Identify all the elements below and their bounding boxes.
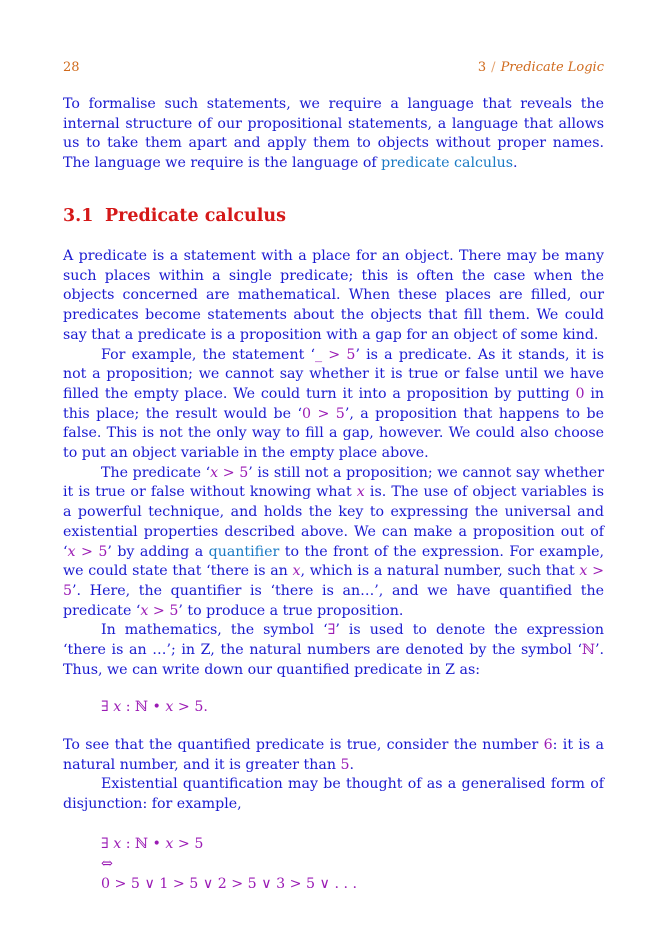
p3-var-1: x: [210, 464, 219, 481]
formula-line-3: 0 > 5 ∨ 1 > 5 ∨ 2 > 5 ∨ 3 > 5 ∨ . . .: [101, 876, 358, 892]
body-text: [63, 247, 604, 680]
formula-2-pred: > 5: [173, 836, 204, 852]
p3-text-8: ’ to produce a true proposition.: [178, 602, 404, 619]
term-quantifier: quantifier: [208, 543, 280, 560]
paragraph-5: [63, 736, 604, 775]
p5-math-2: 5: [340, 756, 350, 773]
p3-var-6: x: [140, 602, 149, 619]
p3-rel-5: > 5: [63, 563, 604, 599]
p3-rel-6: > 5: [148, 602, 179, 619]
formula-2-var-2: x: [165, 836, 174, 852]
display-formula-1: [101, 697, 208, 717]
p5-text-1: To see that the quantified predicate is true, consider the number: [63, 737, 544, 753]
paragraph-1: A predicate is a statement with a place for an object. There may be many such places within a single predicate; this is often the case when the objects concerned are mathematical. When these places are filled, our predicates become statements about the objects that fill them. We could say that a predicate is a proposition with a gap for an object of some kind.: [63, 248, 604, 343]
p2-math-3: 0 > 5: [302, 405, 345, 422]
p3-math-2: [357, 484, 365, 500]
page-number: 28: [63, 60, 80, 75]
formula-2-quantifier: ∃: [101, 836, 114, 852]
p3-text-4: ’ by adding a: [107, 543, 209, 560]
display-formula-2: [101, 834, 357, 894]
formula-2-decl: : ℕ •: [121, 836, 166, 852]
p2-math-2: 0: [575, 385, 585, 402]
p3-rel-1: > 5: [218, 464, 249, 481]
p4-text-1: In mathematics, the symbol ‘: [101, 622, 328, 639]
p3-text-7: ’. Here, the quantifier is ‘there is an…’, and we have quantified the predicate ‘: [63, 582, 604, 619]
running-header: [63, 60, 604, 78]
paragraph-3: [63, 464, 604, 622]
chapter-number: 3: [477, 60, 487, 75]
p4-naturals-symbol: ℕ: [582, 642, 595, 659]
paragraph-2: [63, 346, 604, 464]
p4-text-3: ’. Thus, we can write down our quantified predicate in Z as:: [63, 642, 604, 678]
p3-var-3: x: [67, 543, 76, 560]
p3-var-5: x: [579, 563, 588, 580]
p4-exists-symbol: ∃: [327, 622, 336, 639]
p5-text-3: .: [349, 756, 355, 773]
p3-math-4: [293, 563, 301, 579]
formula-var-2: x: [165, 699, 174, 715]
p3-math-3: [68, 544, 108, 560]
intro-text-end: .: [513, 155, 518, 172]
section-number: 3.1: [63, 206, 94, 226]
formula-pred: > 5.: [173, 699, 208, 715]
intro-paragraph: [63, 95, 604, 174]
p5-math-1: 6: [543, 737, 553, 753]
body-text-2: [63, 736, 604, 815]
chapter-title: Predicate Logic: [500, 60, 604, 75]
p3-text-5: to the front of the expression. For example, we could state that ‘there is an: [63, 543, 605, 580]
formula-2-var: x: [113, 836, 122, 852]
section-heading: [63, 206, 286, 226]
p3-math-6: [140, 603, 178, 619]
chapter-heading: [478, 60, 604, 75]
p3-text-1: The predicate ‘: [101, 464, 211, 481]
formula-var: x: [113, 699, 122, 715]
p3-math-1: [210, 465, 248, 481]
formula-line-1: [101, 834, 357, 854]
p2-text-3: in this place; the result would be ‘: [63, 385, 605, 422]
intro-text: To formalise such statements, we require a language that reveals the internal structure of our propositional statements, a language that allows us to take them apart and apply them to objects without proper names. The language we require is the language of: [63, 96, 604, 172]
p3-text-3: is. The use of object variables is a powerful technique, and holds the key to expressing the universal and existential properties described above. We can make a proposition out of ‘: [63, 484, 605, 560]
p3-var-2: x: [356, 484, 365, 501]
term-predicate-calculus: predicate calculus: [381, 155, 514, 172]
section-title: Predicate calculus: [105, 206, 286, 226]
p3-rel-3: > 5: [75, 543, 108, 560]
p3-var-4: x: [292, 563, 301, 580]
p4-text-2: ’ is used to denote the expression ‘there is an …’; in Z, the natural numbers are denoted by the symbol ‘: [63, 622, 604, 659]
p5-text-2: : it is a natural number, and it is greater than: [63, 737, 604, 773]
paragraph-6: Existential quantification may be thought of as a generalised form of disjunction: for example,: [63, 776, 604, 813]
p3-text-2: ’ is still not a proposition; we cannot say whether it is true or false without knowing what: [63, 464, 604, 501]
formula-decl: : ℕ •: [121, 699, 166, 715]
p2-math-1: _ > 5: [315, 346, 356, 363]
paragraph-4: [63, 621, 604, 680]
formula-quantifier: ∃: [101, 699, 114, 715]
formula-line-2: ⇔: [101, 856, 113, 872]
header-separator: /: [491, 60, 496, 75]
p2-text-4: ’, a proposition that happens to be false. This is not the only way to fill a gap, however. We could also choose to put an object variable in the empty place above.: [63, 405, 604, 462]
p2-text-1: For example, the statement ‘: [101, 346, 316, 363]
p3-text-6: , which is a natural number, such that: [300, 563, 580, 580]
p2-text-2: ’ is a predicate. As it stands, it is not a proposition; we cannot say whether it is true or false until we have filled the empty place. We could turn it into a proposition by putting: [63, 346, 605, 402]
